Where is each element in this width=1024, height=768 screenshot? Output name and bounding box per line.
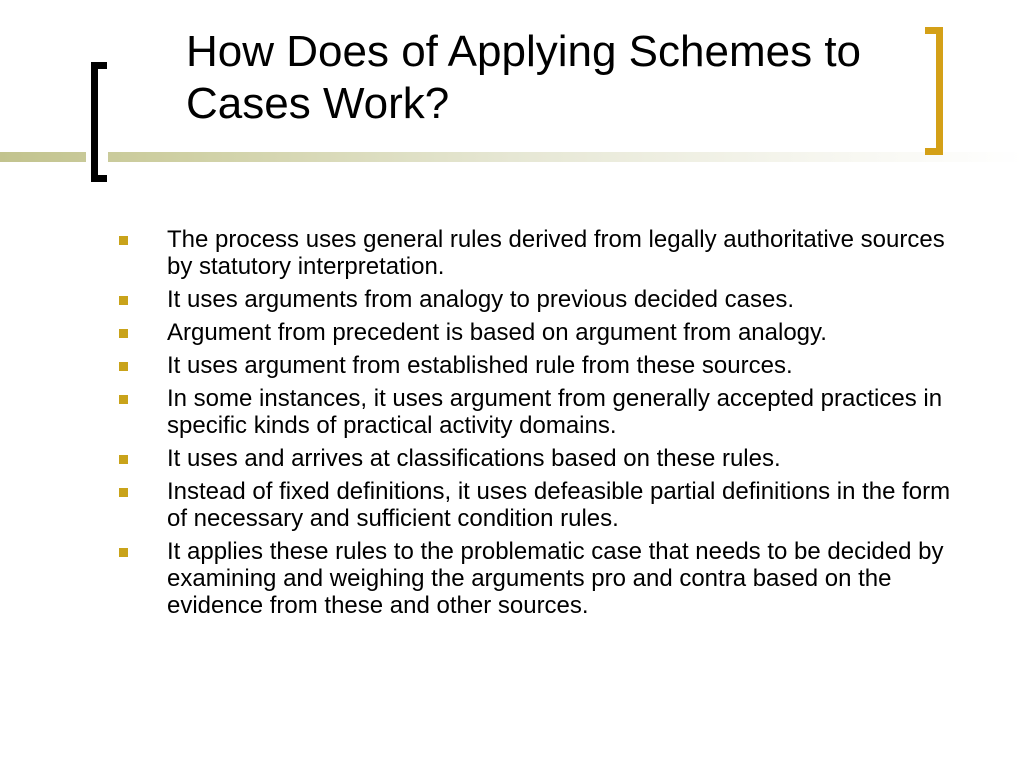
list-item — [113, 226, 973, 280]
bullet-list — [113, 226, 973, 625]
slide-title: How Does of Applying Schemes to Cases Work? — [186, 27, 862, 128]
square-bullet-icon — [119, 548, 128, 557]
square-bullet-icon — [119, 395, 128, 404]
list-item-text: It uses and arrives at classifications based on these rules. — [167, 445, 781, 472]
list-item — [113, 445, 973, 472]
right-bracket-icon — [925, 27, 943, 155]
title-underline-band — [0, 152, 1024, 162]
list-item — [113, 319, 973, 346]
square-bullet-icon — [119, 488, 128, 497]
list-item-text: The process uses general rules derived from legally authoritative sources by statutory interpretation. — [167, 226, 945, 280]
list-item-text: In some instances, it uses argument from generally accepted practices in specific kinds of practical activity domains. — [167, 385, 943, 439]
list-item — [113, 352, 973, 379]
left-bracket-icon — [91, 62, 107, 182]
list-item — [113, 385, 973, 439]
square-bullet-icon — [119, 236, 128, 245]
list-item-text: It applies these rules to the problematic case that needs to be decided by examining and weighing the arguments pro and contra based on the evidence from these and other sources. — [167, 538, 944, 619]
list-item-text: Instead of fixed definitions, it uses defeasible partial definitions in the form of necessary and sufficient condition rules. — [167, 478, 951, 532]
list-item-text: Argument from precedent is based on argument from analogy. — [167, 319, 827, 346]
square-bullet-icon — [119, 455, 128, 464]
square-bullet-icon — [119, 329, 128, 338]
list-item — [113, 478, 973, 532]
square-bullet-icon — [119, 296, 128, 305]
list-item — [113, 538, 973, 619]
list-item — [113, 286, 973, 313]
list-item-text: It uses argument from established rule from these sources. — [167, 352, 793, 379]
list-item-text: It uses arguments from analogy to previous decided cases. — [167, 286, 794, 313]
square-bullet-icon — [119, 362, 128, 371]
